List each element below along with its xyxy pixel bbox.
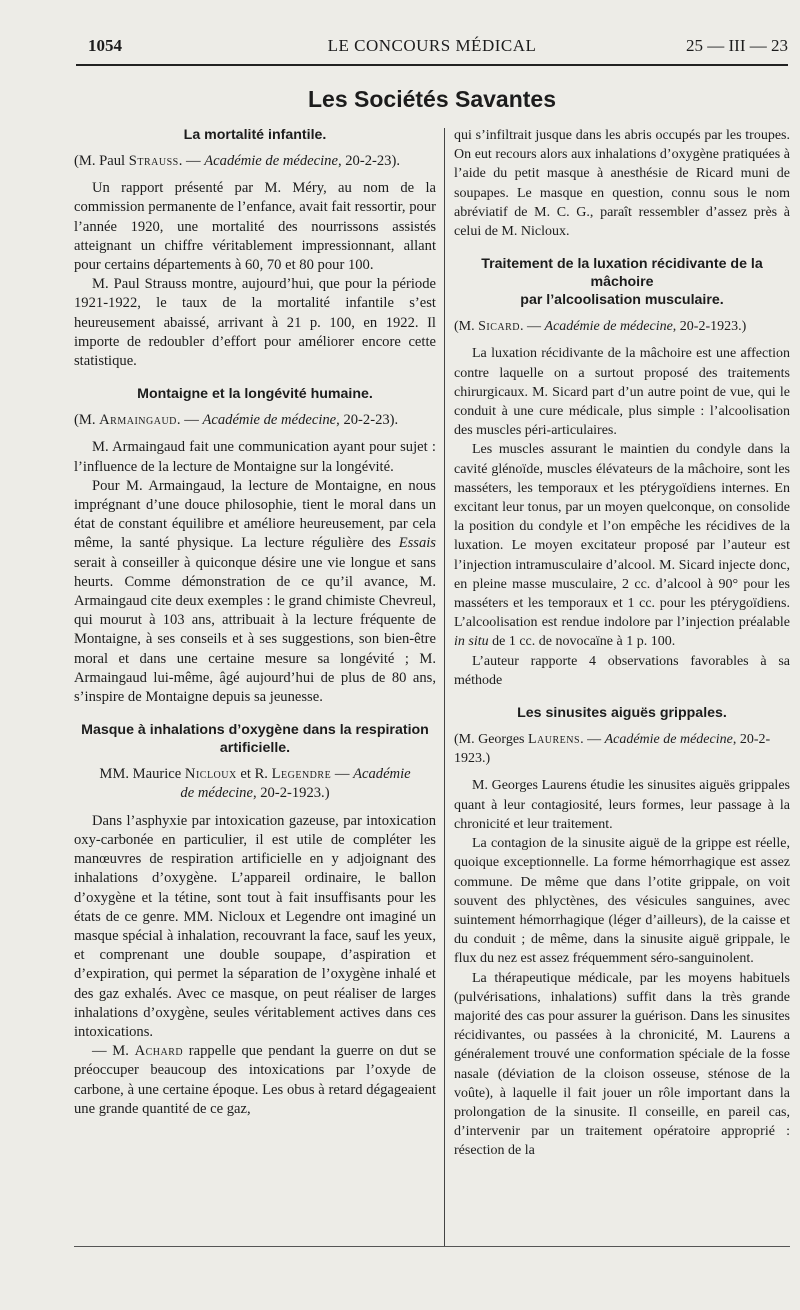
running-header bbox=[76, 28, 788, 62]
issue-date: 25 — III — 23 bbox=[686, 36, 788, 55]
right-column bbox=[454, 126, 790, 1161]
article-citation: (M. Georges Laurens. — Académie de médecine, 20-2-1923.) bbox=[454, 732, 771, 767]
journal-title: LE CONCOURS MÉDICAL bbox=[327, 36, 537, 55]
paragraph: La contagion de la sinusite aiguë de la grippe est réelle, quoique exceptionnelle. La forme hémorrhagique est assez commune. De même que dans l’otite grippale, on voit souvent des phlyctènes, des vésicules sanguines, avec suintement hémorrhagique (léger d’ailleurs), de la caisse et du conduit ; de même, dans la sinusite aiguë grippale, le flux du nez est assez fréquemment séro-sanguinolent. bbox=[454, 836, 790, 967]
article-citation: MM. Maurice Nicloux et R. Legendre — Académie de médecine, 20-2-1923.) bbox=[99, 766, 411, 802]
paragraph: L’auteur rapporte 4 observations favorables à sa méthode bbox=[454, 653, 790, 688]
footer-rule bbox=[74, 1246, 790, 1247]
article-title-mortalite: La mortalité infantile. bbox=[183, 127, 327, 143]
paragraph: M. Armaingaud fait une communication ayant pour sujet : l’influence de la lecture de Montaigne sur la longévité. bbox=[74, 439, 436, 475]
paragraph: M. Georges Laurens étudie les sinusites aiguës grippales quant à leur contagiosité, leurs formes, leur passage à la chronicité et leur traitement. bbox=[454, 778, 790, 832]
paragraph: Dans l’asphyxie par intoxication gazeuse, par intoxication oxy-carbonée en particulier, il est utile de compléter les manœuvres de respiration artificielle en y adjoignant des inhalations d’oxygène. L’appareil ordinaire, le ballon d’oxygène et la tétine, sont tout à fait insuffisants pour les états de ce genre. MM. Nicloux et Legendre ont imaginé un masque spécial à inhalation, recouvrant la face, sauf les yeux, et comprenant une double soupape, d’aspiration et d’expiration, qui permet la séparation de l’oxygène inhalé et des gaz exhalés. Avec ce masque, on peut réaliser de larges inhalations d’oxygène, seules véritablement actives dans ces intoxications. bbox=[74, 812, 436, 1040]
article-title-luxation: Traitement de la luxation récidivante de la mâchoire par l’alcoolisation musculaire. bbox=[481, 256, 763, 309]
column-divider bbox=[444, 128, 445, 1246]
paragraph: — M. Achard rappelle que pendant la guerre on dut se préoccuper beaucoup des intoxications par l’oxyde de carbone, à une certaine époque. Les obus à retard dégageaient une grande quantité de ce gaz, bbox=[74, 1043, 436, 1117]
header-rule bbox=[76, 64, 788, 66]
paragraph: M. Paul Strauss montre, aujourd’hui, que pour la période 1921-1922, le taux de la mortalité infantile s’est heureusement abaissé, arrivant à 21 p. 100, en 1922. Il importe de redoubler d’effort pour améliorer encore cette statistique. bbox=[74, 276, 436, 370]
paragraph: Pour M. Armaingaud, la lecture de Montaigne, en nous imprégnant d’une douce philosophie, tient le moral dans un état de constant équilibre et améliore heureusement, par cela même, la santé physique. La lecture régulière des Essais serait à conseiller à quiconque désire une vie longue et sans heurts. Comme démonstration de ce qu’il avance, M. Armaingaud cite deux exemples : le grand chimiste Chevreul, qui mourut à 103 ans, attribuait à la lecture fréquente de Montaigne, à ses conseils et à ses suggestions, son bien-être moral et dans une certaine mesure sa longévité ; M. Armaingaud lui-même, âgé aujourd’hui de plus de 80 ans, s’inspire de Montaigne depuis sa jeunesse. bbox=[74, 477, 436, 706]
paragraph-continued: qui s’infiltrait jusque dans les abris occupés par les troupes. On eut recours alors aux inhalations d’oxygène pratiquées à l’aide du petit masque à anesthésie de Ricard muni de soupapes. Le masque en question, connu sous le nom abréviatif de M. C. G., paraît ressembler d’assez près à celui de M. Nicloux. bbox=[454, 128, 790, 240]
section-title: Les Sociétés Savantes bbox=[307, 86, 557, 112]
paragraph: Les muscles assurant le maintien du condyle dans la cavité glénoïde, muscles élévateurs de la mâchoire, sont les masséters, les temporaux et les ptérygoïdiens internes. En excitant leur tonus, par un moyen quelconque, on consolide la position du condyle et l’on empêche les récidives de la luxation. Le moyen excitateur proposé par l’auteur est l’injection intramusculaire d’alcool. M. Sicard injecte donc, en pleine masse musculaire, 2 cc. d’alcool à 90° pour les masséters et les temporaux et 1 cc. pour les ptérygoïdiens. L’alcoolisation est rendue indolore par l’injection préalable in situ de 1 cc. de novocaïne à 1 p. 100. bbox=[454, 442, 790, 650]
article-citation: (M. Paul Strauss. — Académie de médecine, 20-2-23). bbox=[74, 153, 400, 169]
article-title-montaigne: Montaigne et la longévité humaine. bbox=[137, 386, 373, 403]
article-title-masque: Masque à inhalations d’oxygène dans la respiration artificielle. bbox=[81, 722, 429, 757]
paragraph: La luxation récidivante de la mâchoire est une affection contre laquelle on a surtout proposé des traitements chirurgicaux. M. Sicard part d’un autre point de vue, qui le conduit à une cure médicale, plus simple : l’alcoolisation des muscles péri-articulaires. bbox=[454, 346, 790, 439]
article-title-sinusites: Les sinusites aiguës grippales. bbox=[517, 705, 727, 722]
page-number: 1054 bbox=[88, 36, 122, 55]
paragraph: La thérapeutique médicale, par les moyens habituels (pulvérisations, inhalations) suffit dans la très grande majorité des cas pour assurer la guérison. Dans les sinusites récidivantes, ou passées à la chronicité, M. Laurens a généralement trouvé une conformation spéciale de la fosse nasale (déviation de la cloison osseuse, sténose de la voûte), à laquelle il fait jouer un rôle important dans la prolongation de la sinusite. Il conseille, en pareil cas, d’intervenir par un traitement opératoire approprié : résection de la bbox=[454, 970, 790, 1159]
left-column bbox=[74, 126, 436, 1119]
article-citation: (M. Armaingaud. — Académie de médecine, 20-2-23). bbox=[74, 412, 399, 429]
article-citation: (M. Sicard. — Académie de médecine, 20-2-1923.) bbox=[454, 319, 747, 335]
paragraph: Un rapport présenté par M. Méry, au nom de la commission permanente de l’enfance, avait fait ressortir, pour l’année 1920, une mortalité des nourrissons assistés atteignant un chiffre véritablement impressionnant, allant pour certains départements à 60, 70 et 80 pour 100. bbox=[74, 180, 436, 274]
